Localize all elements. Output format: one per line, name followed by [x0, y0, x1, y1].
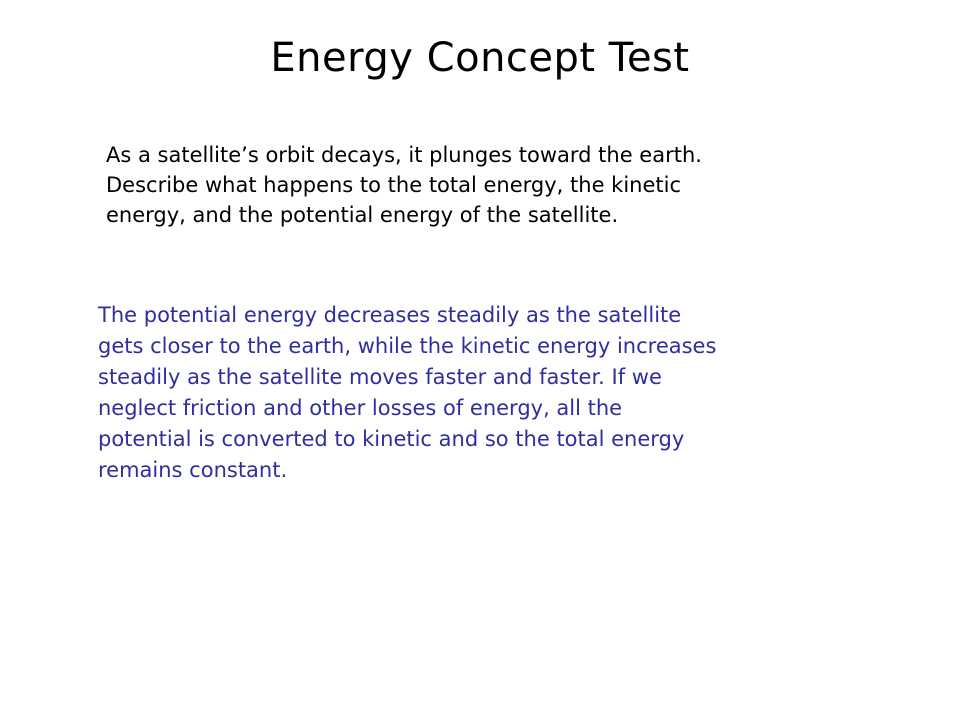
question-line: energy, and the potential energy of the satellite. — [106, 203, 619, 227]
answer-line: steadily as the satellite moves faster and faster. If we — [98, 365, 662, 389]
slide-title: Energy Concept Test — [270, 35, 690, 81]
question-line: As a satellite’s orbit decays, it plunges toward the earth. — [106, 143, 702, 167]
question-line: Describe what happens to the total energy, the kinetic — [106, 173, 682, 197]
question-text — [106, 140, 866, 230]
answer-line: neglect friction and other losses of energy, all the — [98, 396, 623, 420]
answer-line: The potential energy decreases steadily as the satellite — [98, 303, 682, 327]
answer-line: gets closer to the earth, while the kinetic energy increases — [98, 334, 717, 358]
answer-line: potential is converted to kinetic and so the total energy — [98, 427, 685, 451]
answer-text — [98, 300, 878, 486]
answer-line: remains constant. — [98, 458, 288, 482]
